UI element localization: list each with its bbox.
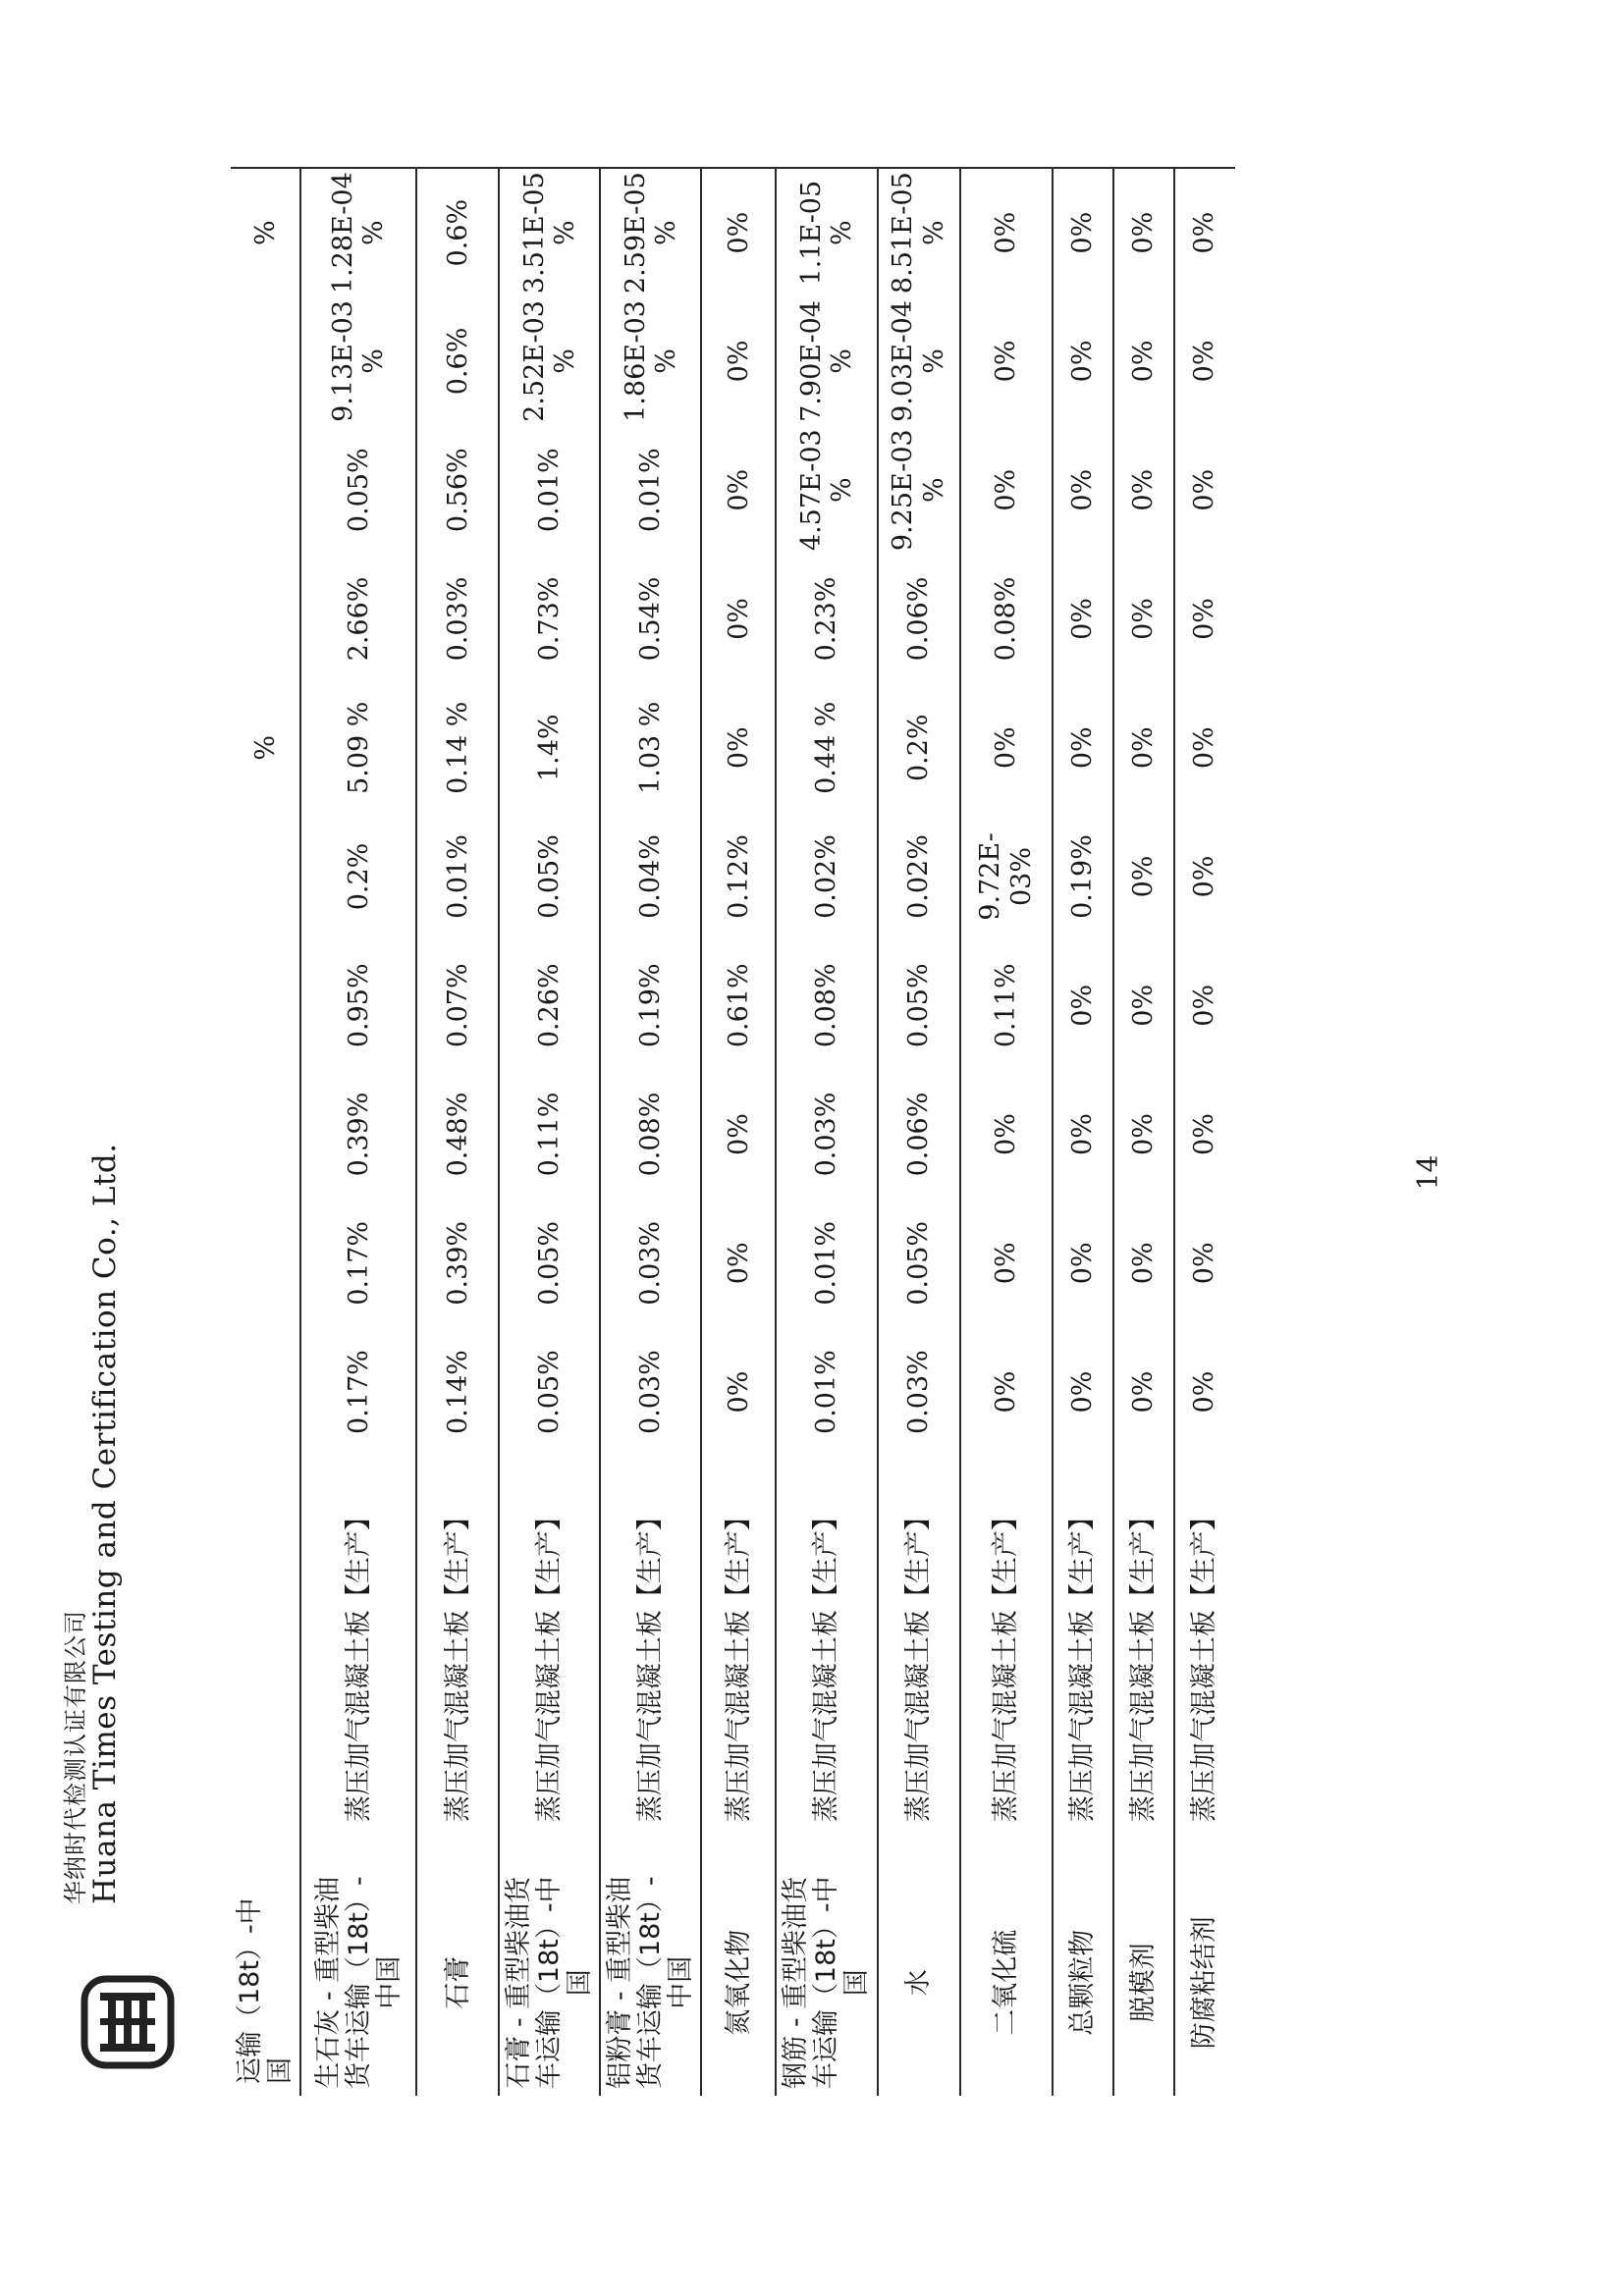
value-cell: 0.26% [499, 941, 600, 1070]
table-row [701, 168, 776, 2096]
value-cell: 0% [1113, 1070, 1174, 1199]
value-cell: 0% [1113, 1327, 1174, 1456]
value-cell: 0.19% [600, 941, 701, 1070]
value-cell: 0% [701, 555, 776, 683]
value-cell: 0.11% [960, 941, 1053, 1070]
value-cell: 0.14 % [416, 683, 499, 812]
page-number: 14 [1411, 1154, 1444, 1191]
value-cell: 0.08% [776, 941, 877, 1070]
value-cell: 9.13E-03 % [300, 296, 416, 425]
value-cell: 0% [1113, 941, 1174, 1070]
table-row [600, 168, 701, 2096]
value-cell: 0% [960, 1327, 1053, 1456]
value-cell: 0.03% [776, 1070, 877, 1199]
value-cell: 0% [1174, 296, 1235, 425]
process-cell: 蒸压加气混凝土板【生产】 [1113, 1457, 1174, 1870]
value-cell: 0% [1174, 1199, 1235, 1327]
value-cell [231, 296, 300, 425]
process-cell: 蒸压加气混凝土板【生产】 [1174, 1457, 1235, 1870]
contribution-table [231, 167, 1235, 2096]
value-cell: 9.25E-03 % [878, 426, 960, 555]
value-cell: 0% [960, 683, 1053, 812]
flow-name-cell: 二氧化硫 [960, 1870, 1053, 2096]
value-cell: 0% [1174, 812, 1235, 940]
table-row [1053, 168, 1113, 2096]
value-cell [231, 555, 300, 683]
flow-name-cell: 脱模剂 [1113, 1870, 1174, 2096]
value-cell: % [231, 168, 300, 296]
value-cell: 0% [1174, 555, 1235, 683]
value-cell: 1.4% [499, 683, 600, 812]
value-cell [231, 941, 300, 1070]
process-cell [231, 1457, 300, 1870]
value-cell: 0% [701, 296, 776, 425]
value-cell: 0% [1053, 426, 1113, 555]
value-cell: 4.57E-03 % [776, 426, 877, 555]
value-cell: 0% [960, 1199, 1053, 1327]
value-cell: 0% [701, 683, 776, 812]
flow-name-cell: 钢筋 - 重型柴油货车运输（18t）-中国 [776, 1870, 877, 2096]
value-cell: 0.03% [878, 1327, 960, 1456]
value-cell: 1.1E-05 % [776, 168, 877, 296]
value-cell: 0.05% [499, 812, 600, 940]
flow-name-cell: 防腐粘结剂 [1174, 1870, 1235, 2096]
value-cell: 1.03 % [600, 683, 701, 812]
value-cell: 0.05% [499, 1199, 600, 1327]
process-cell: 蒸压加气混凝土板【生产】 [499, 1457, 600, 1870]
value-cell: 0.03% [600, 1199, 701, 1327]
value-cell: 0% [701, 1199, 776, 1327]
value-cell: 0% [1053, 1070, 1113, 1199]
value-cell: 0.14% [416, 1327, 499, 1456]
value-cell: 0.01% [416, 812, 499, 940]
value-cell: 0% [1174, 1327, 1235, 1456]
value-cell [231, 1070, 300, 1199]
flow-name-cell: 水 [878, 1870, 960, 2096]
value-cell: 0.73% [499, 555, 600, 683]
value-cell [231, 426, 300, 555]
value-cell: 0% [1174, 1070, 1235, 1199]
value-cell: 0% [960, 426, 1053, 555]
value-cell: 0.19% [1053, 812, 1113, 940]
process-cell: 蒸压加气混凝土板【生产】 [960, 1457, 1053, 1870]
value-cell: 5.09 % [300, 683, 416, 812]
value-cell: % [249, 734, 281, 761]
value-cell [231, 812, 300, 940]
value-cell: 0% [1174, 168, 1235, 296]
value-cell: 0% [1113, 296, 1174, 425]
value-cell: 0% [1174, 941, 1235, 1070]
value-cell: 0% [701, 168, 776, 296]
value-cell: 0% [1113, 1199, 1174, 1327]
value-cell: 0% [1174, 426, 1235, 555]
value-cell: 0% [1053, 296, 1113, 425]
table-row [416, 168, 499, 2096]
process-cell: 蒸压加气混凝土板【生产】 [416, 1457, 499, 1870]
value-cell: 0% [701, 1070, 776, 1199]
value-cell: 0.23% [776, 555, 877, 683]
value-cell: 0.17% [300, 1199, 416, 1327]
value-cell: 8.51E-05 % [878, 168, 960, 296]
value-cell: 0.2% [878, 683, 960, 812]
value-cell: 0.01% [776, 1199, 877, 1327]
value-cell [231, 1199, 300, 1327]
value-cell: 9.03E-04 % [878, 296, 960, 425]
table-row [499, 168, 600, 2096]
value-cell: 0% [1053, 683, 1113, 812]
flow-name-cell: 氮氧化物 [701, 1870, 776, 2096]
value-cell: 0.39% [416, 1199, 499, 1327]
value-cell: 0% [1053, 555, 1113, 683]
value-cell: 0.03% [600, 1327, 701, 1456]
value-cell: 0% [960, 1070, 1053, 1199]
process-cell: 蒸压加气混凝土板【生产】 [701, 1457, 776, 1870]
value-cell: 0% [960, 168, 1053, 296]
value-cell: 0.12% [701, 812, 776, 940]
flow-name-cell: 铝粉膏 - 重型柴油货车运输（18t）-中国 [600, 1870, 701, 2096]
value-cell: 0.39% [300, 1070, 416, 1199]
table-row [1113, 168, 1174, 2096]
value-cell: 0.08% [600, 1070, 701, 1199]
value-cell: 0.11% [499, 1070, 600, 1199]
value-cell: 7.90E-04 % [776, 296, 877, 425]
value-cell: 3.51E-05 % [499, 168, 600, 296]
value-cell: 0% [1113, 812, 1174, 940]
value-cell [231, 1327, 300, 1456]
flow-name-cell: 生石灰 - 重型柴油货车运输（18t）-中国 [300, 1870, 416, 2096]
value-cell: 0.48% [416, 1070, 499, 1199]
value-cell: 0.56% [416, 426, 499, 555]
table-row [300, 168, 416, 2096]
flow-name-cell: 总颗粒物 [1053, 1870, 1113, 2096]
value-cell: 0.01% [499, 426, 600, 555]
value-cell: 0.07% [416, 941, 499, 1070]
table-row [960, 168, 1053, 2096]
value-cell: 0.2% [300, 812, 416, 940]
process-cell: 蒸压加气混凝土板【生产】 [776, 1457, 877, 1870]
value-cell: 0% [1053, 1199, 1113, 1327]
table-row [878, 168, 960, 2096]
value-cell: 0% [960, 296, 1053, 425]
value-cell: 0.17% [300, 1327, 416, 1456]
value-cell: 0% [1053, 1327, 1113, 1456]
value-cell: 1.86E-03 % [600, 296, 701, 425]
value-cell: 0.06% [878, 555, 960, 683]
value-cell: 0.01% [600, 426, 701, 555]
table-row [1174, 168, 1235, 2096]
value-cell: 0.02% [776, 812, 877, 940]
value-cell: 1.28E-04 % [300, 168, 416, 296]
process-cell: 蒸压加气混凝土板【生产】 [1053, 1457, 1113, 1870]
value-cell: 0.05% [878, 1199, 960, 1327]
table-row [231, 168, 300, 2096]
value-cell: 2.66% [300, 555, 416, 683]
company-name-cn: 华纳时代检测认证有限公司 [62, 1610, 89, 1904]
value-cell: 0.03% [416, 555, 499, 683]
value-cell: 0% [1053, 168, 1113, 296]
value-cell: 9.72E-03% [960, 812, 1053, 940]
value-cell: 0.04% [600, 812, 701, 940]
value-cell: 0% [1174, 683, 1235, 812]
process-cell: 蒸压加气混凝土板【生产】 [300, 1457, 416, 1870]
value-cell: 0.06% [878, 1070, 960, 1199]
value-cell: 0.08% [960, 555, 1053, 683]
flow-name-cell: 石膏 [416, 1870, 499, 2096]
company-logo-icon [79, 1973, 177, 2071]
value-cell: 0.6% [416, 168, 499, 296]
value-cell: 0.05% [300, 426, 416, 555]
value-cell: 0.95% [300, 941, 416, 1070]
value-cell: 0% [1053, 941, 1113, 1070]
value-cell: 0% [1113, 555, 1174, 683]
company-name-en: Huana Times Testing and Certification Co., Ltd. [87, 1143, 123, 1904]
value-cell: 0% [1113, 683, 1174, 812]
value-cell: 0.54% [600, 555, 701, 683]
value-cell: 2.59E-05 % [600, 168, 701, 296]
value-cell: 0% [701, 426, 776, 555]
value-cell: 0.01% [776, 1327, 877, 1456]
value-cell: 0% [701, 1327, 776, 1456]
value-cell: 0.05% [878, 941, 960, 1070]
value-cell: 0% [1113, 426, 1174, 555]
flow-name-cell: 运输（18t）-中国 [235, 1897, 297, 2084]
process-cell: 蒸压加气混凝土板【生产】 [878, 1457, 960, 1870]
value-cell: 0.6% [416, 296, 499, 425]
value-cell: 0.61% [701, 941, 776, 1070]
value-cell: 0.44 % [776, 683, 877, 812]
value-cell: 0.02% [878, 812, 960, 940]
process-cell: 蒸压加气混凝土板【生产】 [600, 1457, 701, 1870]
table-row [776, 168, 877, 2096]
value-cell: 0.05% [499, 1327, 600, 1456]
value-cell: 0% [1113, 168, 1174, 296]
flow-name-cell: 石膏 - 重型柴油货车运输（18t）-中国 [499, 1870, 600, 2096]
value-cell: 2.52E-03 % [499, 296, 600, 425]
